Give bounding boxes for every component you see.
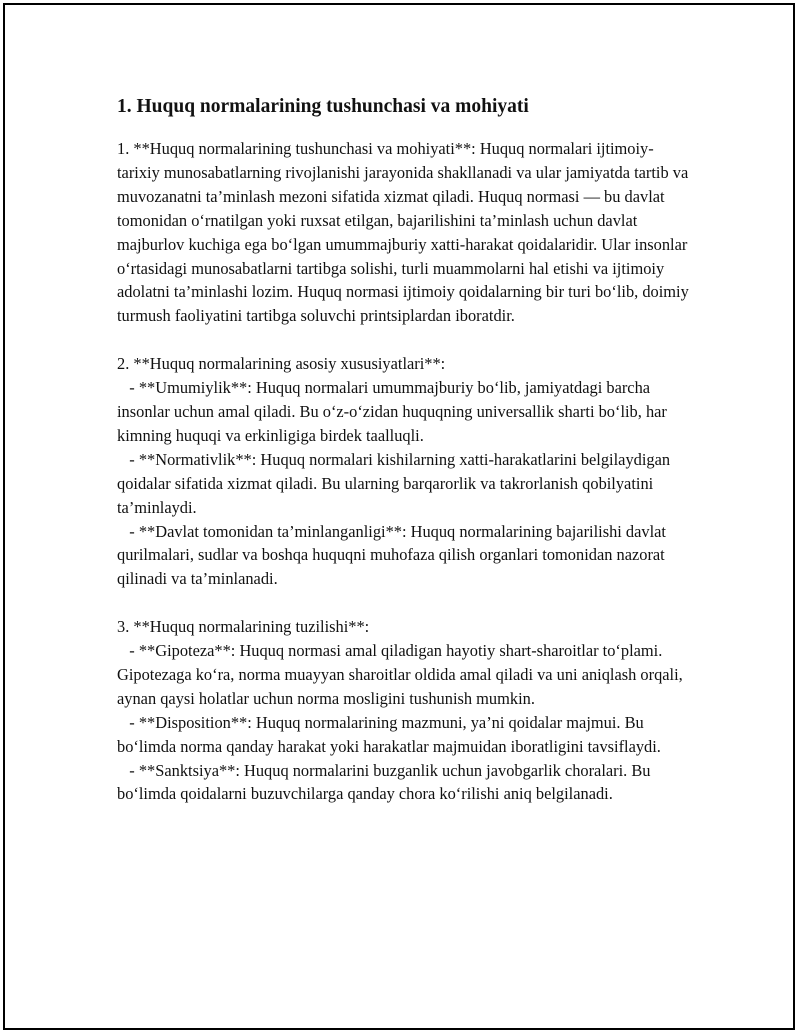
document-body: 1. **Huquq normalarining tushunchasi va mohiyati**: Huquq normalari ijtimoiy-tarixiy munosabatlarning rivojlanishi jarayonida shakllanadi va ular jamiyatda tartib va muvozanatni ta’minlash mezoni sifatida xizmat qiladi. Huquq normasi — bu davlat tomonidan o‘rnatilgan yoki ruxsat etilgan, bajarilishini ta’minlash uchun davlat majburlov kuchiga ega bo‘lgan umummajburiy xatti-harakat qoidalaridir. Ular insonlar o‘rtasidagi munosabatlarni tartibga solishi, turli muammolarni hal etishi va ijtimoiy adolatni ta’minlashi lozim. Huquq normasi ijtimoiy qoidalarning bir turi bo‘lib, doimiy turmush faoliyatini tartibga soluvchi printsiplardan iboratdir. 2. **Huquq normalarining asosiy xususiyatlari**: - **Umumiylik**: Huquq normalari umummajburiy bo‘lib, jamiyatdagi barcha insonlar uchun amal qiladi. Bu o‘z-o‘zidan huquqning universallik sharti bo‘lib, har kimning huquqi va erkinligiga birdek taalluqli. - **Normativlik**: Huquq normalari kishilarning xatti-harakatlarini belgilaydigan qoidalar sifatida xizmat qiladi. Bu ularning barqarorlik va takrorlanish qobilyatini ta’minlaydi. - **Davlat tomonidan ta’minlanganligi**: Huquq normalarining bajarilishi davlat qurilmalari, sudlar va boshqa huquqni muhofaza qilish organlari tomonidan nazorat qilinadi va ta’minlanadi. 3. **Huquq normalarining tuzilishi**: - **Gipoteza**: Huquq normasi amal qiladigan hayotiy shart-sharoitlar to‘plami. Gipotezaga ko‘ra, norma muayyan sharoitlar oldida amal qiladi va uni aniqlash orqali, aynan qaysi holatlar uchun norma mosligini tushunish mumkin. - **Disposition**: Huquq normalarining mazmuni, ya’ni qoidalar majmui. Bu bo‘limda norma qanday harakat yoki harakatlar majmuidan iboratligini tavsiflaydi. - **Sanktsiya**: Huquq normalarini buzganlik uchun javobgarlik choralari. Bu bo‘limda qoidalarni buzuvchilarga qanday chora ko‘rilishi aniq belgilanadi. — [117, 139, 689, 804]
document-title: 1. Huquq normalarining tushunchasi va mohiyati — [117, 96, 529, 117]
document-page — [117, 94, 692, 806]
